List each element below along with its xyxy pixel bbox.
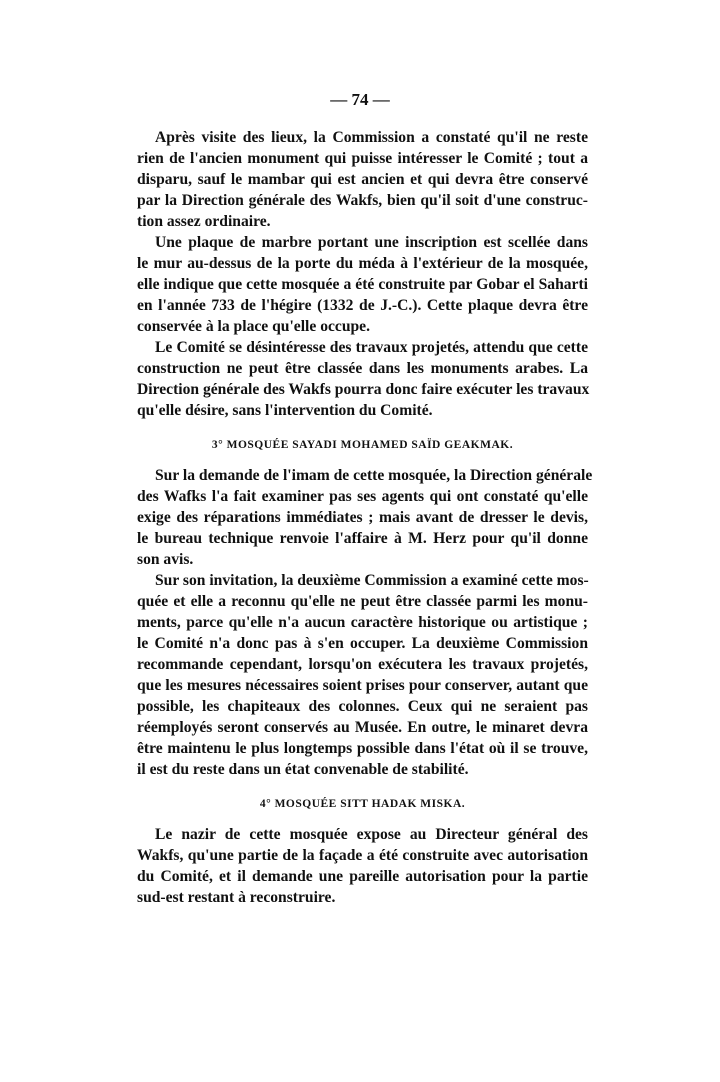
text-line: du Comité, et il demande une pareille autorisation pour la partie: [137, 868, 588, 885]
text-line: conservée à la place qu'elle occupe.: [137, 318, 370, 335]
section-heading: 3° MOSQUÉE SAYADI MOHAMED SAÏD GEAKMAK.: [211, 439, 514, 451]
text-line: possible, les chapiteaux des colonnes. Ceux qui ne seraient pas: [137, 698, 588, 715]
paragraph: [137, 127, 588, 232]
page-body: [137, 127, 593, 908]
text-line: Wakfs, qu'une partie de la façade a été construite avec autorisation: [137, 847, 588, 864]
paragraph: [137, 570, 588, 780]
section-heading: 4° MOSQUÉE SITT HADAK MISKA.: [259, 798, 466, 810]
text-line: ments, parce qu'elle n'a aucun caractère historique ou artistique ;: [137, 614, 588, 631]
text-line: sud-est restant à reconstruire.: [137, 889, 336, 906]
text-line: par la Direction générale des Wakfs, bien qu'il soit d'une construc-: [137, 192, 588, 209]
text-line: qu'elle désire, sans l'intervention du Comité.: [137, 402, 433, 419]
paragraph: [137, 337, 588, 421]
text-line: être maintenu le plus longtemps possible dans l'état où il se trouve,: [137, 740, 588, 757]
text-line: exige des réparations immédiates ; mais avant de dresser le devis,: [137, 509, 588, 526]
text-line: le bureau technique renvoie l'affaire à M. Herz pour qu'il donne: [137, 530, 588, 547]
text-line: Direction générale des Wakfs pourra donc faire exécuter les travaux: [137, 381, 590, 398]
text-line: réemployés seront conservés au Musée. En outre, le minaret devra: [137, 719, 588, 736]
text-line: le mur au-dessus de la porte du méda à l'extérieur de la mosquée,: [137, 255, 588, 272]
paragraph: [137, 465, 593, 570]
text-line: rien de l'ancien monument qui puisse intéresser le Comité ; tout a: [137, 150, 588, 167]
text-line: Sur la demande de l'imam de cette mosquée, la Direction générale: [155, 467, 593, 484]
paragraph: [137, 824, 588, 908]
text-line: quée et elle a reconnu qu'elle ne peut être classée parmi les monu-: [137, 593, 588, 610]
paragraph: [137, 232, 588, 337]
text-line: des Wafks l'a fait examiner pas ses agents qui ont constaté qu'elle: [137, 488, 588, 505]
text-line: Après visite des lieux, la Commission a constaté qu'il ne reste: [155, 129, 588, 146]
page-number: — 74 —: [330, 90, 390, 109]
text-line: Sur son invitation, la deuxième Commission a examiné cette mos-: [155, 572, 589, 589]
text-line: son avis.: [137, 551, 194, 568]
text-line: Le nazir de cette mosquée expose au Directeur général des: [155, 826, 588, 843]
text-line: construction ne peut être classée dans les monuments arabes. La: [137, 360, 588, 377]
text-line: tion assez ordinaire.: [137, 213, 271, 230]
text-line: Le Comité se désintéresse des travaux projetés, attendu que cette: [155, 339, 588, 356]
text-line: le Comité n'a donc pas à s'en occuper. La deuxième Commission: [137, 635, 588, 652]
text-line: Une plaque de marbre portant une inscription est scellée dans: [155, 234, 588, 251]
text-line: que les mesures nécessaires soient prises pour conserver, autant que: [137, 677, 588, 694]
text-line: disparu, sauf le mambar qui est ancien et qui devra être conservé: [137, 171, 588, 188]
text-line: en l'année 733 de l'hégire (1332 de J.-C.). Cette plaque devra être: [137, 297, 588, 314]
text-line: elle indique que cette mosquée a été construite par Gobar el Saharti: [137, 276, 588, 293]
text-line: recommande cependant, lorsqu'on exécutera les travaux projetés,: [137, 656, 588, 673]
text-line: il est du reste dans un état convenable de stabilité.: [137, 761, 469, 778]
